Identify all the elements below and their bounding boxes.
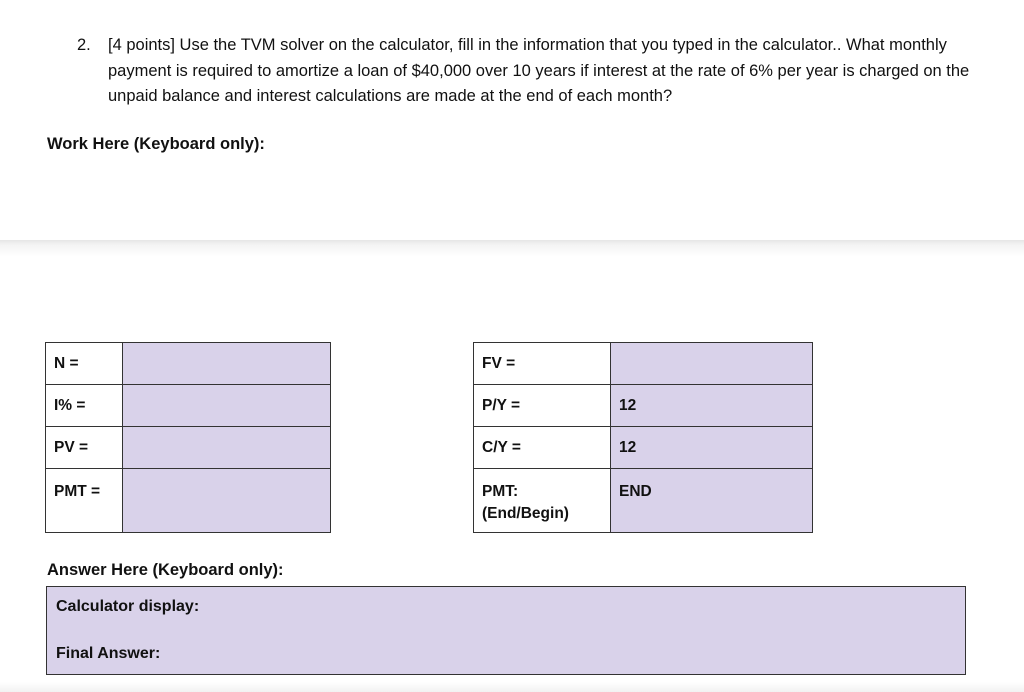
tvm-label-pmt: PMT = [46,469,123,533]
tvm-input-interest[interactable] [123,385,331,427]
tvm-label-pmt-mode: PMT: (End/Begin) [474,469,611,533]
tvm-input-fv[interactable] [611,343,813,385]
tvm-label-pv: PV = [46,427,123,469]
tvm-left-table [45,342,331,533]
tvm-input-pmt[interactable] [123,469,331,533]
work-here-label: Work Here (Keyboard only): [47,135,265,153]
final-answer-label: Final Answer: [56,645,161,662]
tvm-label-py: P/Y = [474,385,611,427]
tvm-label-cy: C/Y = [474,427,611,469]
answer-box[interactable] [46,586,966,675]
question-text: [4 points] Use the TVM solver on the calculator, fill in the information that you typed in the calculator.. What monthly payment is required to amortize a loan of $40,000 over 10 years if interest at the rate of 6% per year is charged on the unpaid balance and interest calculations are made at the end of each month? [108,36,970,105]
tvm-input-cy[interactable]: 12 [611,427,813,469]
answer-here-label: Answer Here (Keyboard only): [47,561,284,579]
tvm-right-table [473,342,813,533]
page-bottom-edge [0,682,1024,692]
tvm-label-fv: FV = [474,343,611,385]
tvm-label-n: N = [46,343,123,385]
tvm-input-pmt-mode[interactable]: END [611,469,813,533]
tvm-input-n[interactable] [123,343,331,385]
page-separator [0,240,1024,256]
question [77,33,977,110]
question-number: 2. [77,36,91,54]
tvm-input-py[interactable]: 12 [611,385,813,427]
tvm-label-interest: I% = [46,385,123,427]
calculator-display-label: Calculator display: [56,598,200,615]
tvm-input-pv[interactable] [123,427,331,469]
